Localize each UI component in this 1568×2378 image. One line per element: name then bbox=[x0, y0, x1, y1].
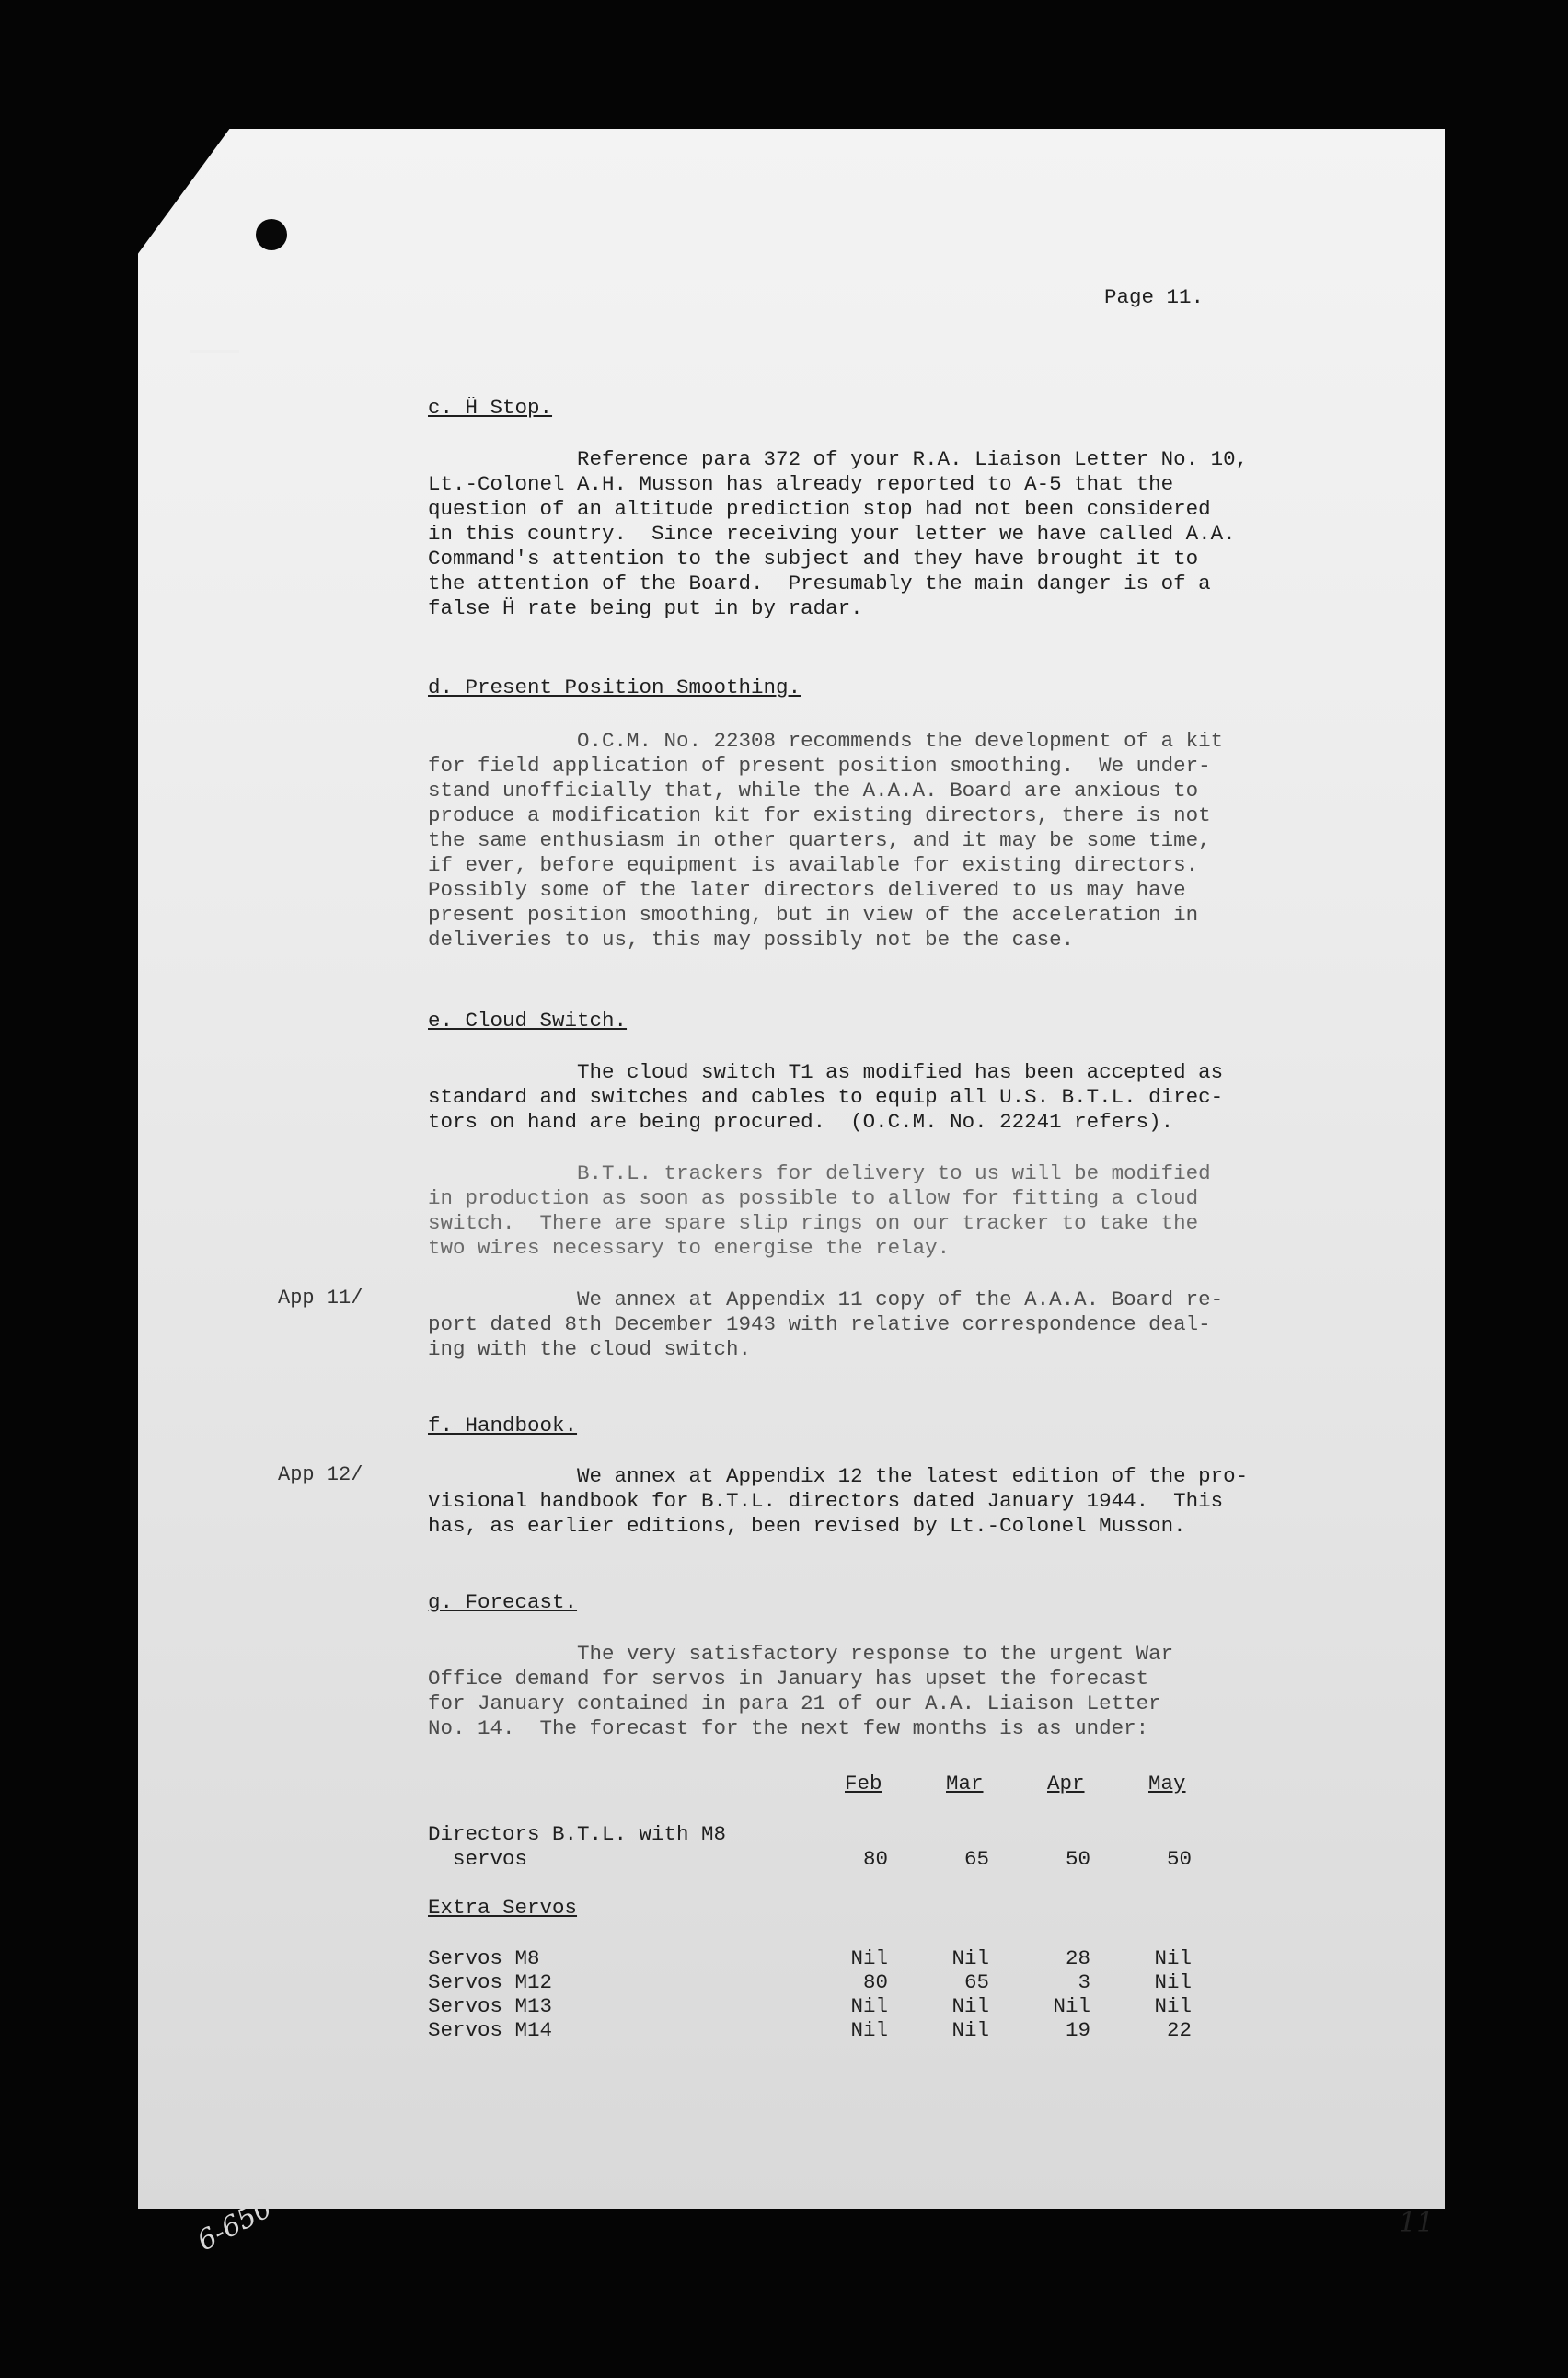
section-c-line: false Ḧ rate being put in by radar. bbox=[428, 596, 863, 620]
section-d-line: for field application of present position smoothing. We under- bbox=[428, 754, 1211, 778]
section-c-heading: c. Ḧ Stop. bbox=[428, 396, 553, 420]
section-e-line: switch. There are spare slip rings on our tracker to take the bbox=[428, 1211, 1199, 1235]
row-label: Servos M12 bbox=[428, 1970, 553, 1994]
directors-value-apr: 50 bbox=[1065, 1847, 1090, 1871]
section-e-line: two wires necessary to energise the relay. bbox=[428, 1236, 951, 1260]
section-e-line: The cloud switch T1 as modified has been accepted as bbox=[428, 1060, 1224, 1084]
extra-servos-heading: Extra Servos bbox=[428, 1896, 578, 1920]
section-g-heading: g. Forecast. bbox=[428, 1590, 578, 1614]
section-f-line: visional handbook for B.T.L. directors dated January 1944. This bbox=[428, 1489, 1224, 1513]
section-c-line: question of an altitude prediction stop had not been considered bbox=[428, 497, 1211, 521]
row-value-apr: 28 bbox=[1065, 1946, 1090, 1970]
row-label: Servos M8 bbox=[428, 1946, 540, 1970]
section-f-heading: f. Handbook. bbox=[428, 1414, 578, 1437]
section-d-line: deliveries to us, this may possibly not be the case. bbox=[428, 928, 1075, 952]
section-d-line: present position smoothing, but in view of the acceleration in bbox=[428, 903, 1199, 927]
row-label: Servos M13 bbox=[428, 1994, 553, 2018]
section-d-line: Possibly some of the later directors delivered to us may have bbox=[428, 878, 1186, 902]
section-f-line: has, as earlier editions, been revised by Lt.-Colonel Musson. bbox=[428, 1514, 1186, 1538]
column-header-feb: Feb bbox=[845, 1772, 882, 1795]
section-e-heading: e. Cloud Switch. bbox=[428, 1009, 628, 1033]
row-value-feb: Nil bbox=[850, 1994, 888, 2018]
handwritten-reference: 6-650 bbox=[191, 2191, 278, 2258]
row-value-apr: 3 bbox=[1078, 1970, 1090, 1994]
row-label: Servos M14 bbox=[428, 2018, 553, 2042]
section-c-line: the attention of the Board. Presumably the main danger is of a bbox=[428, 571, 1211, 595]
directors-value-feb: 80 bbox=[862, 1847, 888, 1871]
section-d-line: O.C.M. No. 22308 recommends the development of a kit bbox=[428, 729, 1224, 753]
section-d-line: the same enthusiasm in other quarters, and it may be some time, bbox=[428, 828, 1211, 852]
row-value-may: 22 bbox=[1166, 2018, 1192, 2042]
row-value-may: Nil bbox=[1154, 1946, 1192, 1970]
row-value-mar: Nil bbox=[951, 1946, 989, 1970]
handwritten-folio: 11 bbox=[1399, 2207, 1435, 2239]
margin-note-app-12: App 12/ bbox=[278, 1463, 363, 1486]
directors-label-cont: servos bbox=[428, 1847, 528, 1871]
row-value-apr: Nil bbox=[1053, 1994, 1090, 2018]
row-value-feb: Nil bbox=[850, 2018, 888, 2042]
section-g-line: The very satisfactory response to the urgent War bbox=[428, 1642, 1174, 1666]
directors-label: Directors B.T.L. with M8 bbox=[428, 1822, 727, 1846]
section-c-line: in this country. Since receiving your letter we have called A.A. bbox=[428, 522, 1236, 546]
section-c-line: Command's attention to the subject and they have brought it to bbox=[428, 547, 1199, 571]
section-e-line: port dated 8th December 1943 with relative correspondence deal- bbox=[428, 1312, 1211, 1336]
directors-value-mar: 65 bbox=[963, 1847, 989, 1871]
section-e-line: ing with the cloud switch. bbox=[428, 1337, 752, 1361]
row-value-mar: 65 bbox=[963, 1970, 989, 1994]
section-e-line: tors on hand are being procured. (O.C.M. No. 22241 refers). bbox=[428, 1110, 1174, 1134]
section-g-line: Office demand for servos in January has upset the forecast bbox=[428, 1667, 1149, 1691]
row-value-feb: 80 bbox=[862, 1970, 888, 1994]
column-header-mar: Mar bbox=[946, 1772, 984, 1795]
directors-value-may: 50 bbox=[1166, 1847, 1192, 1871]
section-g-line: for January contained in para 21 of our A.A. Liaison Letter bbox=[428, 1691, 1161, 1715]
section-d-line: stand unofficially that, while the A.A.A. Board are anxious to bbox=[428, 779, 1199, 802]
section-e-line: standard and switches and cables to equip all U.S. B.T.L. direc- bbox=[428, 1085, 1224, 1109]
section-f-line: We annex at Appendix 12 the latest edition of the pro- bbox=[428, 1464, 1249, 1488]
section-e-line: in production as soon as possible to allow for fitting a cloud bbox=[428, 1186, 1199, 1210]
section-c-line: Reference para 372 of your R.A. Liaison Letter No. 10, bbox=[428, 447, 1249, 471]
row-value-may: Nil bbox=[1154, 1970, 1192, 1994]
column-header-may: May bbox=[1148, 1772, 1186, 1795]
section-c-line: Lt.-Colonel A.H. Musson has already reported to A-5 that the bbox=[428, 472, 1174, 496]
page-number: Page 11. bbox=[1104, 285, 1205, 309]
row-value-may: Nil bbox=[1154, 1994, 1192, 2018]
section-d-line: if ever, before equipment is available for existing directors. bbox=[428, 853, 1199, 877]
section-d-line: produce a modification kit for existing directors, there is not bbox=[428, 803, 1211, 827]
section-g-line: No. 14. The forecast for the next few months is as under: bbox=[428, 1716, 1149, 1740]
row-value-feb: Nil bbox=[850, 1946, 888, 1970]
column-header-apr: Apr bbox=[1047, 1772, 1085, 1795]
section-d-heading: d. Present Position Smoothing. bbox=[428, 675, 801, 699]
row-value-mar: Nil bbox=[951, 2018, 989, 2042]
row-value-mar: Nil bbox=[951, 1994, 989, 2018]
margin-note-app-11: App 11/ bbox=[278, 1287, 363, 1310]
section-e-line: B.T.L. trackers for delivery to us will be modified bbox=[428, 1161, 1211, 1185]
row-value-apr: 19 bbox=[1065, 2018, 1090, 2042]
section-e-line: We annex at Appendix 11 copy of the A.A.A. Board re- bbox=[428, 1287, 1224, 1311]
